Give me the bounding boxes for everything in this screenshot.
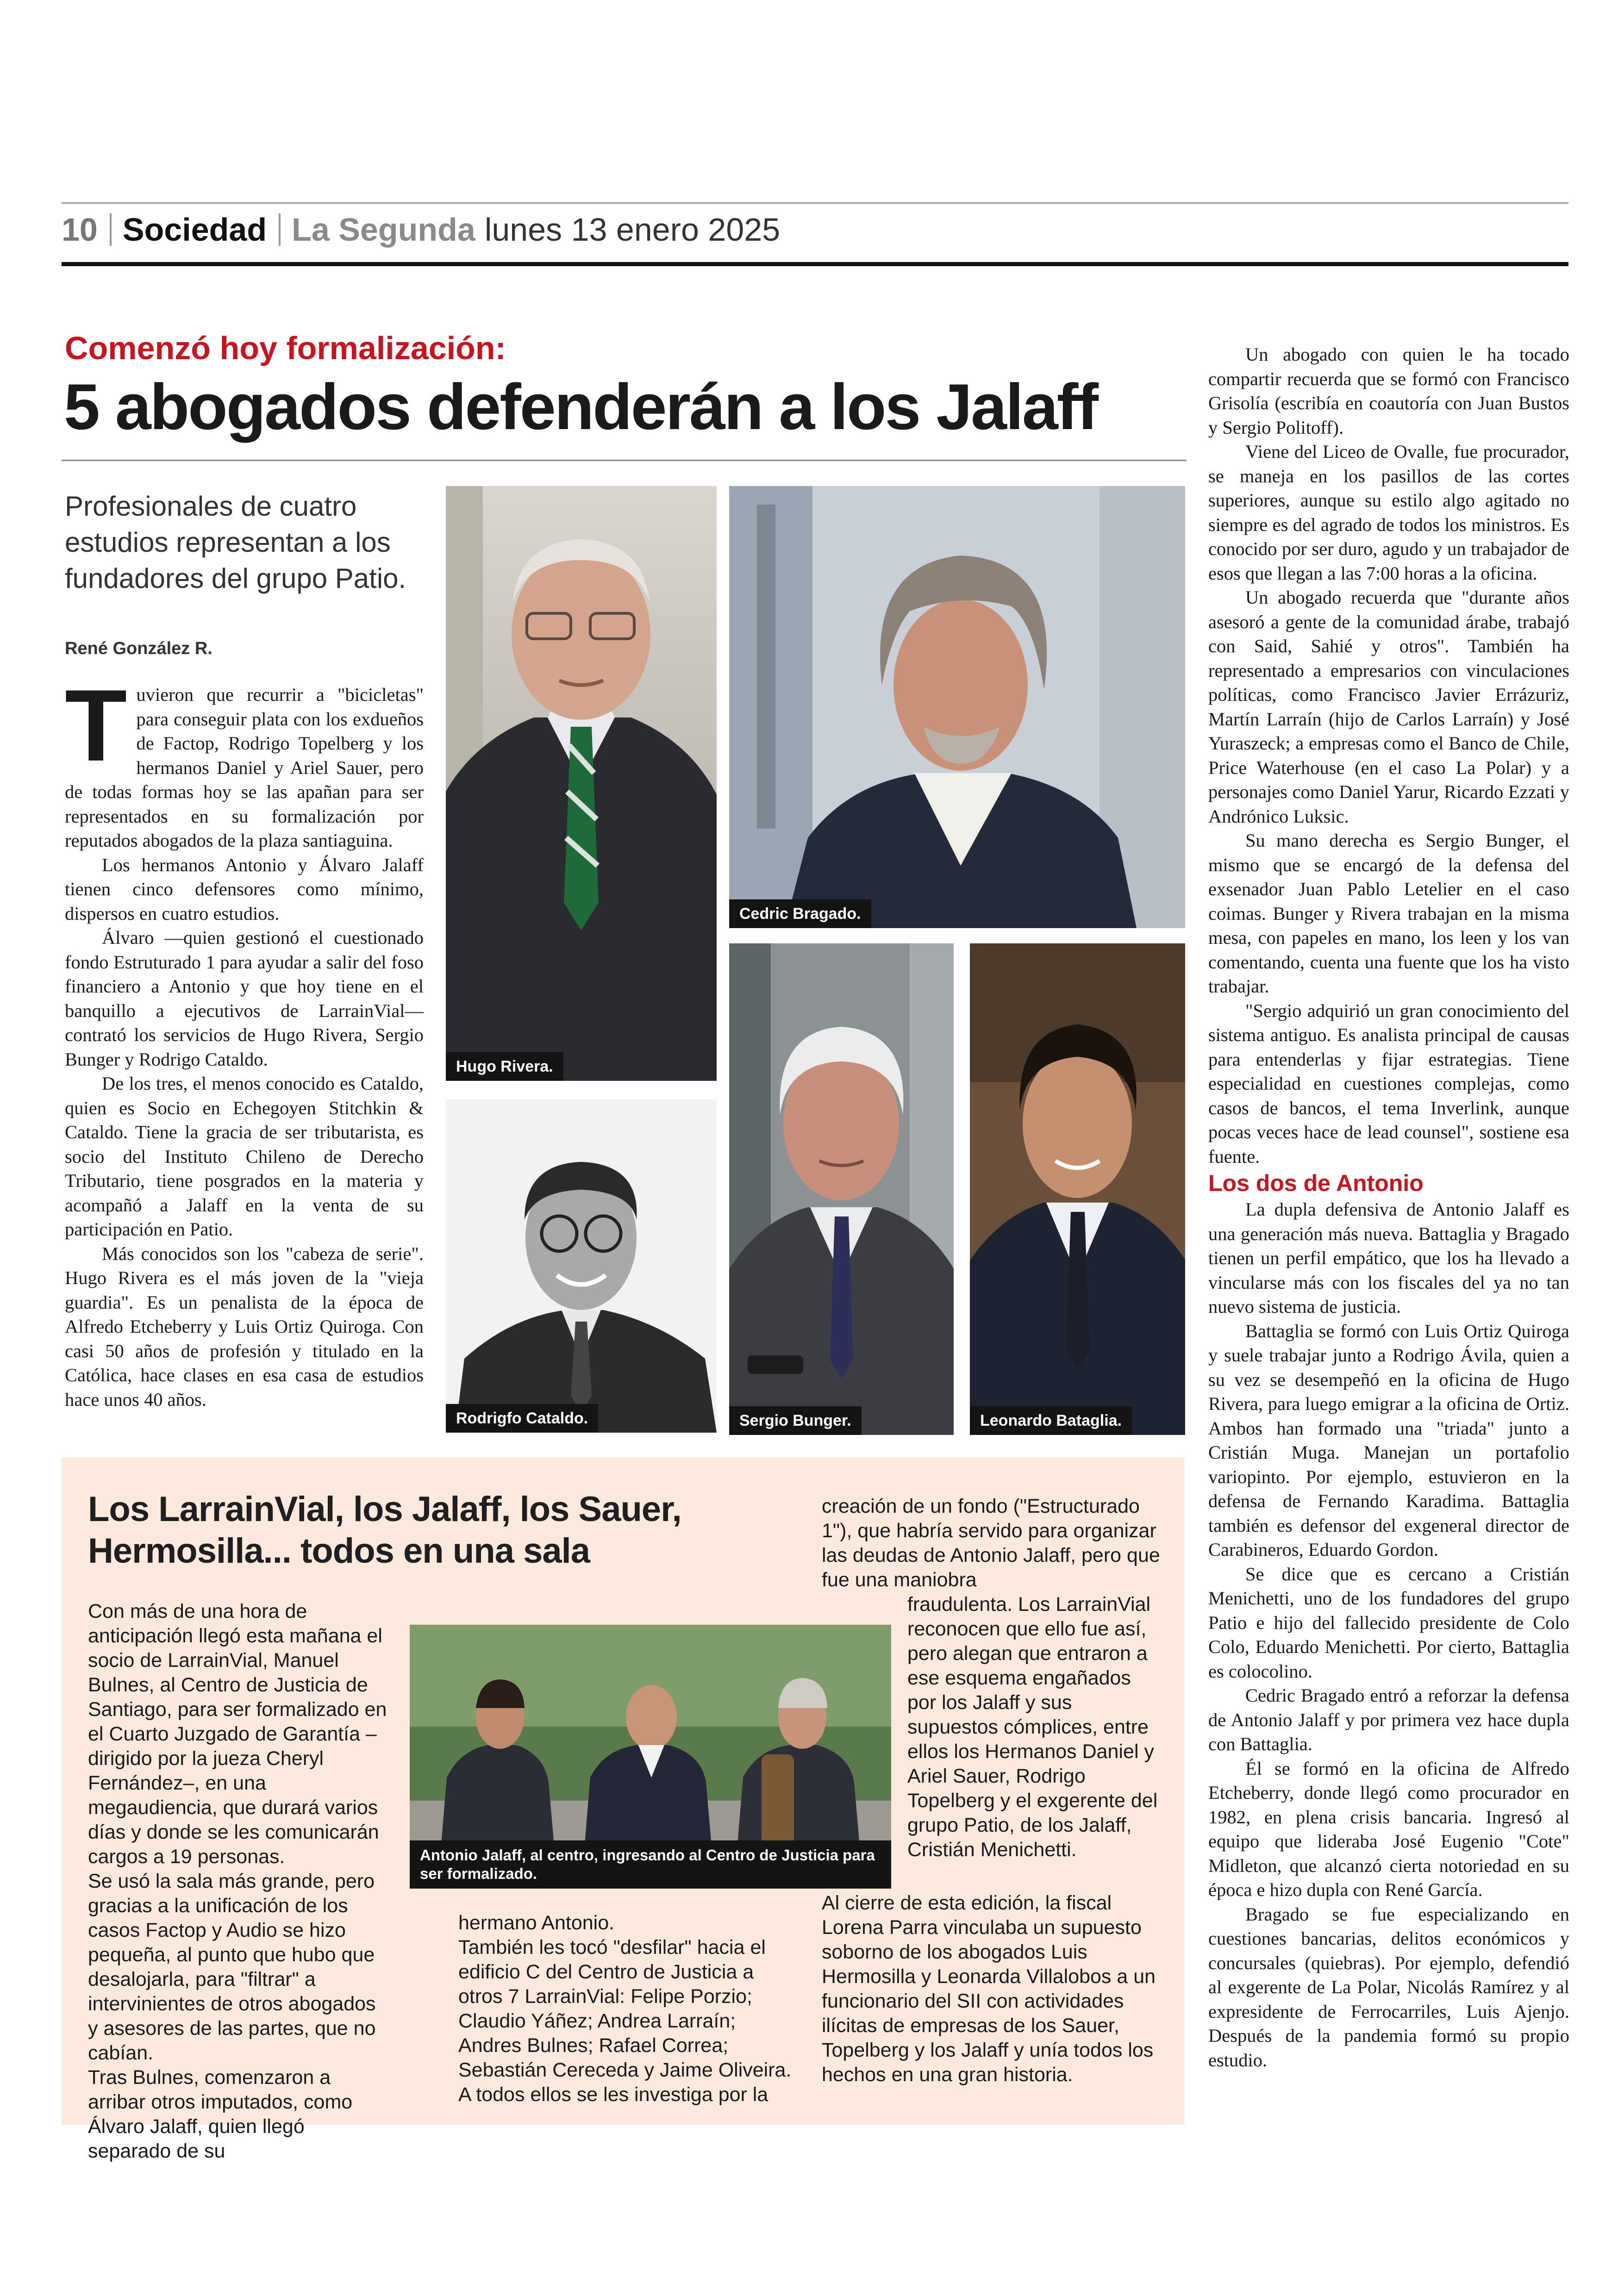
box-title: Los LarrainVial, los Jalaff, los Sauer, Hermosilla... todos en una sala: [88, 1490, 681, 1571]
folio: [62, 207, 780, 252]
portrait-cedric-bragado: [729, 486, 1185, 928]
article-column-3: [1208, 343, 1569, 2072]
portrait-hugo-rivera: [446, 486, 717, 1081]
photo-rodrigo-cataldo: [446, 1099, 717, 1433]
paragraph-text: uvieron que recurrir a "bicicletas" para conseguir plata con los exdueños de Factop, Rodrigo Topelberg y los hermanos Daniel y Ariel Sauer, pero de todas formas hoy se las apañan para ser representados en su formalización por reputados abogados de la plaza santiaguina.: [65, 684, 424, 851]
paragraph: Cedric Bragado entró a reforzar la defensa de Antonio Jalaff y por primera vez hace dupla con Battaglia.: [1208, 1685, 1569, 1754]
paragraph: De los tres, el menos conocido es Cataldo, quien es Socio en Echegoyen Stitchkin & Cataldo. Tiene la gracia de ser tributarista, es socio del Instituto Chileno de Derecho Tributario, tiene posgrados en la materia y acompañó a Jalaff en la venta de su participación en Patio.: [65, 1073, 424, 1240]
paragraph: "Sergio adquirió un gran conocimiento del sistema antiguo. Es analista principal de causas para entenderlas y fijar estrategias. Tiene especialidad en cuestiones complejas, como casos de bancos, el tema Inverlink, aunque pocas veces hace de lead counsel", sostiene esa fuente.: [1208, 1000, 1569, 1167]
photo-cedric-bragado: [729, 486, 1185, 928]
paragraph: Se usó la sala más grande, pero gracias a la unificación de los casos Factop y Audio se hizo pequeña, al punto que hubo que desalojarla, para "filtrar" a intervinientes de otros abogados y asesores de las partes, que no cabían.: [88, 1870, 376, 2064]
box-column-3-wrap: fraudulenta. Los LarrainVial reconocen que ello fue así, pero alegan que entraron a ese esquema engañados por los Jalaff y sus supuestos cómplices, entre ellos los Hermanos Daniel y Ariel Sauer, Rodrigo Topelberg y el exgerente del grupo Patio, de los Jalaff, Cristián Menichetti.: [907, 1593, 1158, 1861]
paragraph: La dupla defensiva de Antonio Jalaff es una generación más nueva. Battaglia y Bragado tienen un perfil empático, que los ha llevado a vincularse más con los fiscales del ya no tan nuevo sistema de justicia.: [1208, 1199, 1569, 1317]
photo-caption: Cedric Bragado.: [729, 899, 871, 928]
paragraph: Un abogado con quien le ha tocado compartir recuerda que se formó con Francisco Grisolía (escribía en coautoría con Juan Bustos y Sergio Politoff).: [1208, 344, 1569, 438]
kicker: Comenzó hoy formalización:: [65, 330, 506, 366]
photo-hugo-rivera: [446, 486, 717, 1081]
photo-caption: Antonio Jalaff, al centro, ingresando al Centro de Justicia para ser formalizado.: [410, 1840, 891, 1889]
paragraph: Él se formó en la oficina de Alfredo Etcheberry, donde llegó como procurador en 1982, en plena crisis bancaria. Ingresó al equipo que lideraba José Eugenio "Cote" Midleton, que alcanzó cierta notoriedad en su época e hizo dupla con René García.: [1208, 1758, 1569, 1900]
paragraph: Con más de una hora de anticipación llegó esta mañana el socio de LarrainVial, Manuel Bulnes, al Centro de Justicia de Santiago, para ser formalizado en el Cuarto Juzgado de Garantía –dirigido por la jueza Cheryl Fernández–, en una megaudiencia, que durará varios días y donde se les comunicarán cargos a 19 personas.: [88, 1600, 387, 1868]
box-column-1: [88, 1599, 389, 2164]
top-rule: [62, 202, 1568, 204]
box-column-2: [458, 1911, 792, 2107]
box-column-3-bottom: Al cierre de esta edición, la fiscal Lorena Parra vinculaba un supuesto soborno de los abogados Luis Hermosilla y Leonarda Villalobos a un funcionario del SII con actividades ilícitas de empresas de los Sauer, Topelberg y los Jalaff y unía todos los hechos en una gran historia.: [822, 1892, 1156, 2086]
headline: 5 abogados defenderán a los Jalaff: [64, 370, 1097, 443]
photo-caption: Rodrigfo Cataldo.: [446, 1404, 598, 1433]
headline-rule: [62, 460, 1187, 461]
photo-antonio-jalaff: [410, 1625, 891, 1889]
folio-divider: [110, 213, 112, 246]
paragraph: Los hermanos Antonio y Álvaro Jalaff tienen cinco defensores como mínimo, dispersos en cuatro estudios.: [65, 854, 424, 924]
portrait-sergio-bunger: [729, 943, 954, 1435]
article-column-1: [65, 668, 424, 1412]
paragraph: Viene del Liceo de Ovalle, fue procurador, se maneja en los pasillos de las cortes superiores, aunque su estilo algo agitado no siempre es del agrado de todos los ministros. Es conocido por ser duro, agudo y un trabajador de esos que llegan a las 7:00 horas a la oficina.: [1208, 441, 1569, 584]
deck: Profesionales de cuatro estudios representan a los fundadores del grupo Patio.: [65, 491, 406, 594]
paragraph: Su mano derecha es Sergio Bunger, el mismo que se encargó de la defensa del exsenador Juan Pablo Letelier en el caso coimas. Bunger y Rivera trabajan en la misma mesa, con papeles en mano, los leen y los van comentando, cuenta una fuente que los ha visto trabajar.: [1208, 830, 1569, 997]
newspaper-name: La Segunda: [292, 212, 475, 248]
paragraph: Álvaro —quien gestionó el cuestionado fondo Estruturado 1 para ayudar a salir del foso financiero a Antonio y que hoy tiene en el banquillo a ejecutivos de LarrainVial— contrató los servicios de Hugo Rivera, Sergio Bunger y Rodrigo Cataldo.: [65, 927, 424, 1070]
paragraph: A todos ellos se les investiga por la: [458, 2083, 768, 2106]
paragraph: Se dice que es cercano a Cristián Menichetti, uno de los fundadores del grupo Patio e hijo del fallecido presidente de Colo Colo, Eduardo Menichetti. Por cierto, Battaglia es colocolino.: [1208, 1563, 1569, 1682]
paragraph: [65, 668, 424, 853]
dropcap: T: [65, 668, 127, 782]
photo-caption: Leonardo Bataglia.: [970, 1406, 1132, 1435]
paragraph: Battaglia se formó con Luis Ortiz Quiroga y suele trabajar junto a Rodrigo Ávila, quien a su vez se desempeñó en la oficina de Hugo Rivera, para luego emigrar a la oficina de Ortiz. Ambos han formado una "triada" junto a Cristián Muga. Manejan un portafolio variopinto. Por ejemplo, estuvieron en la defensa de Fernando Karadima. Battaglia también es defensor del exgeneral director de Carabineros, Eduardo Gordon.: [1208, 1320, 1569, 1560]
photo-caption: Sergio Bunger.: [729, 1406, 862, 1435]
folio-divider: [279, 213, 281, 246]
paragraph: Más conocidos son los "cabeza de serie". Hugo Rivera es el más joven de la "vieja guardia". Es un penalista de la época de Alfredo Etcheberry y Luis Ortiz Quiroga. Con casi 50 años de profesión y titulado en la Católica, hace clases en esa casa de estudios hace unos 40 años.: [65, 1243, 424, 1410]
paragraph: También les tocó "desfilar" hacia el edificio C del Centro de Justicia a otros 7 LarrainVial: Felipe Porzio; Claudio Yáñez; Andrea Larraín; Andres Bulnes; Rafael Correa; Sebastián Cereceda y Jaime Oliveira.: [458, 1936, 792, 2081]
photo-caption: Hugo Rivera.: [446, 1052, 563, 1081]
issue-date: lunes 13 enero 2025: [484, 212, 781, 248]
portrait-leonardo-bataglia: [970, 943, 1185, 1435]
paragraph: Tras Bulnes, comenzaron a arribar otros imputados, como Álvaro Jalaff, quien llegó separado de su: [88, 2066, 353, 2162]
box-column-3-top: creación de un fondo ("Estructurado 1"), que habría servido para organizar las deudas de Antonio Jalaff, pero que fue una maniobra: [822, 1495, 1160, 1591]
portrait-rodrigo-cataldo: [446, 1099, 717, 1433]
byline: René González R.: [65, 639, 212, 658]
photo-leonardo-bataglia: [970, 943, 1185, 1435]
paragraph: Un abogado recuerda que "durante años asesoró a gente de la comunidad árabe, trabajó con Said, Sahié y otros". También ha representado a empresarios con vinculaciones políticas, como Francisco Javier Errázuriz, Martín Larraín (hijo de Carlos Larraín) y José Yuraszeck; a empresas como el Banco de Chile, Price Waterhouse (en el caso La Polar) y a personajes como Daniel Yarur, Ricardo Ezzati y Andrónico Luksic.: [1208, 587, 1569, 827]
header-rule: [62, 262, 1568, 266]
paragraph: Bragado se fue especializando en cuestiones bancarias, delitos económicos y concursales (quiebras). Por ejemplo, defendió al exgerente de La Polar, Nicolás Ramírez y al expresidente de Ferrocarriles, Luis Ajenjo. Después de la pandemia formó su propio estudio.: [1208, 1903, 1569, 2070]
section-name: Sociedad: [122, 212, 267, 248]
paragraph: hermano Antonio.: [458, 1912, 615, 1934]
subheading: Los dos de Antonio: [1208, 1170, 1424, 1196]
photo-sergio-bunger: [729, 943, 954, 1435]
page-number: 10: [62, 212, 98, 248]
